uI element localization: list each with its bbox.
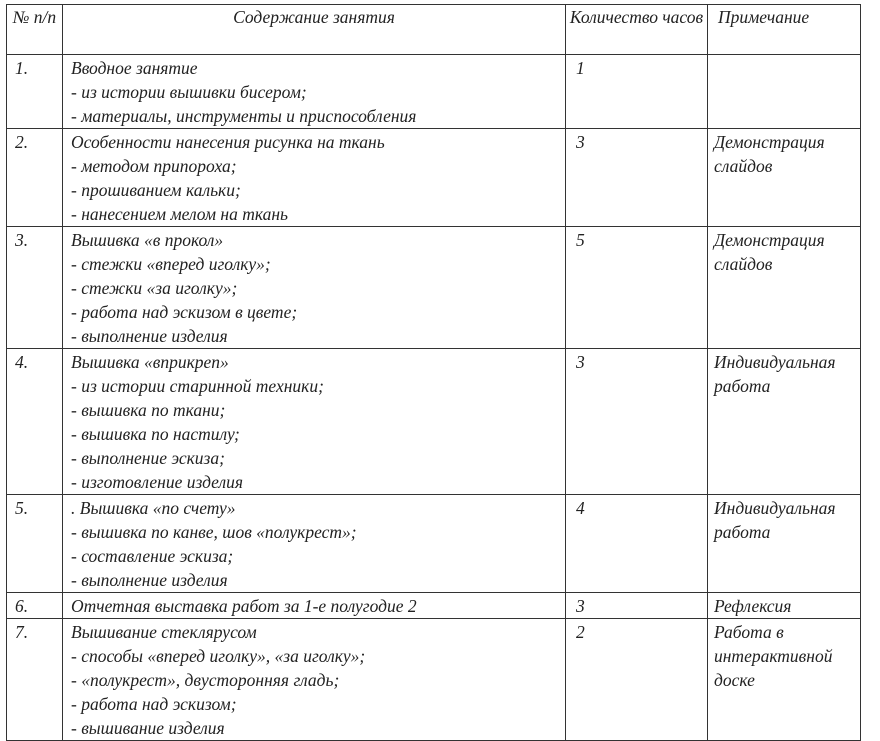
row-hours: 3 — [566, 129, 708, 227]
row-hours: 1 — [566, 55, 708, 129]
row-content — [63, 129, 566, 227]
row-number: 4. — [7, 349, 63, 495]
table-row — [7, 495, 861, 593]
topic-item: - «полукрест», двусторонняя гладь; — [71, 670, 340, 690]
row-note: Рефлексия — [708, 593, 861, 619]
row-number: 1. — [7, 55, 63, 129]
row-note: Работа в интерактивной доске — [708, 619, 861, 741]
topic-item: - вышивка по ткани; — [71, 400, 226, 420]
row-hours: 4 — [566, 495, 708, 593]
lesson-plan-table — [6, 4, 861, 741]
header-content: Содержание занятия — [63, 5, 566, 55]
row-content — [63, 349, 566, 495]
row-number: 5. — [7, 495, 63, 593]
topic-title: Вводное занятие — [71, 58, 198, 78]
header-num: № п/п — [7, 5, 63, 55]
topic-title: Вышивание стеклярусом — [71, 622, 257, 642]
row-number: 6. — [7, 593, 63, 619]
topic-item: - выполнение изделия — [71, 570, 228, 590]
row-content — [63, 495, 566, 593]
topic-item: - стежки «вперед иголку»; — [71, 254, 271, 274]
table-row — [7, 593, 861, 619]
table-row — [7, 349, 861, 495]
table-row — [7, 129, 861, 227]
topic-item: - вышивание изделия — [71, 718, 225, 738]
topic-item: - работа над эскизом в цвете; — [71, 302, 298, 322]
topic-item: - составление эскиза; — [71, 546, 234, 566]
topic-item: - вышивка по настилу; — [71, 424, 240, 444]
row-hours: 2 — [566, 619, 708, 741]
table-row — [7, 55, 861, 129]
header-note: Примечание — [708, 5, 861, 55]
row-note: Индивидуальная работа — [708, 495, 861, 593]
topic-item: - материалы, инструменты и приспособления — [71, 106, 417, 126]
row-note: Демонстрация слайдов — [708, 227, 861, 349]
row-content — [63, 593, 566, 619]
row-number: 3. — [7, 227, 63, 349]
header-row — [7, 5, 861, 55]
topic-title: Вышивка «в прокол» — [71, 230, 224, 250]
topic-title: Особенности нанесения рисунка на ткань — [71, 132, 385, 152]
row-note — [708, 55, 861, 129]
topic-item: - стежки «за иголку»; — [71, 278, 238, 298]
table-row — [7, 227, 861, 349]
row-note: Демонстрация слайдов — [708, 129, 861, 227]
topic-item: - методом припороха; — [71, 156, 237, 176]
topic-title: . Вышивка «по счету» — [71, 498, 236, 518]
topic-item: - прошиванием кальки; — [71, 180, 241, 200]
row-hours: 3 — [566, 349, 708, 495]
row-hours: 5 — [566, 227, 708, 349]
topic-item: - нанесением мелом на ткань — [71, 204, 289, 224]
topic-item: - способы «вперед иголку», «за иголку»; — [71, 646, 366, 666]
row-note: Индивидуальная работа — [708, 349, 861, 495]
table-row — [7, 619, 861, 741]
topic-title: Вышивка «вприкреп» — [71, 352, 229, 372]
row-number: 2. — [7, 129, 63, 227]
topic-item: - из истории старинной техники; — [71, 376, 324, 396]
topic-item: - выполнение изделия — [71, 326, 228, 346]
topic-item: - выполнение эскиза; — [71, 448, 225, 468]
topic-item: - работа над эскизом; — [71, 694, 237, 714]
header-hours: Количество часов — [566, 5, 708, 55]
row-content — [63, 227, 566, 349]
topic-item: - вышивка по канве, шов «полукрест»; — [71, 522, 357, 542]
row-content — [63, 55, 566, 129]
topic-title: Отчетная выставка работ за 1-е полугодие 2 — [71, 596, 417, 616]
row-content — [63, 619, 566, 741]
row-number: 7. — [7, 619, 63, 741]
topic-item: - изготовление изделия — [71, 472, 244, 492]
row-hours: 3 — [566, 593, 708, 619]
topic-item: - из истории вышивки бисером; — [71, 82, 307, 102]
table-body — [7, 55, 861, 741]
